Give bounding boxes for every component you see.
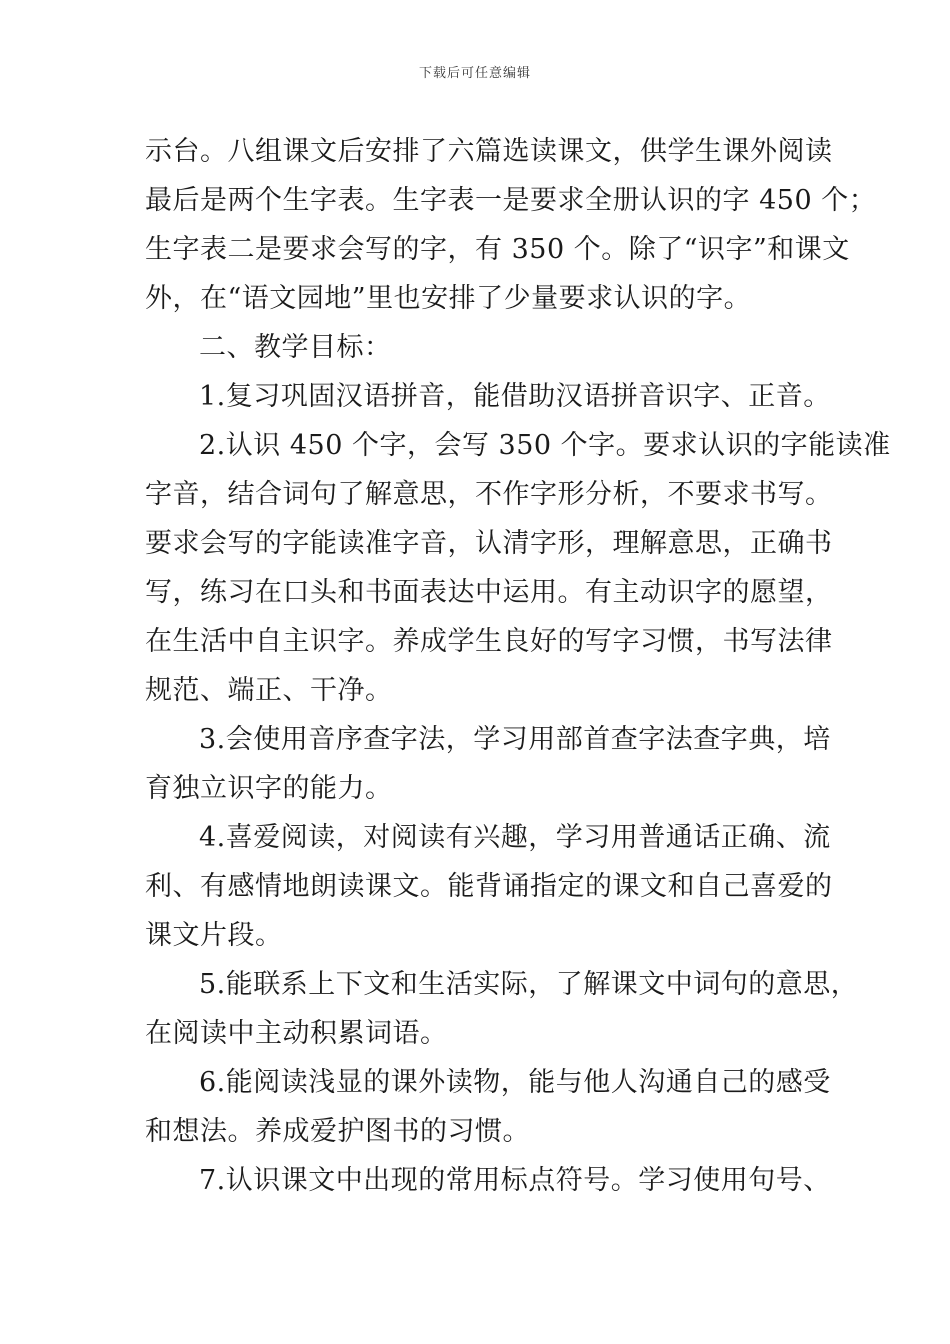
text-line: 5.能联系上下文和生活实际，了解课文中词句的意思， [199,969,859,1000]
text-line: 利、有感情地朗读课文。能背诵指定的课文和自己喜爱的 [145,871,833,902]
text-line: 要求会写的字能读准字音，认清字形，理解意思，正确书 [145,528,833,559]
text-line: 规范、端正、干净。 [145,675,393,706]
text-line: 2.认识 450 个字，会写 350 个字。要求认识的字能读准 [199,430,891,461]
text-line: 在阅读中主动积累词语。 [145,1018,448,1049]
section-heading: 二、教学目标： [199,332,392,363]
text-line: 在生活中自主识字。养成学生良好的写字习惯，书写法律 [145,626,833,657]
text-line: 最后是两个生字表。生字表一是要求全册认识的字 450 个； [145,185,877,216]
text-line: 写，练习在口头和书面表达中运用。有主动识字的愿望， [145,577,833,608]
text-line: 生字表二是要求会写的字，有 350 个。除了“识字”和课文 [145,234,850,265]
text-line: 3.会使用音序查字法，学习用部首查字法查字典，培 [199,724,831,755]
text-line: 4.喜爱阅读，对阅读有兴趣，学习用普通话正确、流 [199,822,831,853]
text-line: 6.能阅读浅显的课外读物，能与他人沟通自己的感受 [199,1067,831,1098]
page-header: 下载后可任意编辑 [418,66,531,81]
text-line: 1.复习巩固汉语拼音，能借助汉语拼音识字、正音。 [199,381,831,412]
text-line: 课文片段。 [145,920,283,951]
text-line: 7.认识课文中出现的常用标点符号。学习使用句号、 [199,1165,831,1196]
text-line: 和想法。养成爱护图书的习惯。 [145,1116,530,1147]
text-line: 字音，结合词句了解意思，不作字形分析，不要求书写。 [145,479,833,510]
text-line: 示台。八组课文后安排了六篇选读课文，供学生课外阅读 [145,136,833,167]
text-line: 育独立识字的能力。 [145,773,393,804]
document-body [145,127,891,1205]
text-line: 外，在“语文园地”里也安排了少量要求认识的字。 [145,283,752,314]
